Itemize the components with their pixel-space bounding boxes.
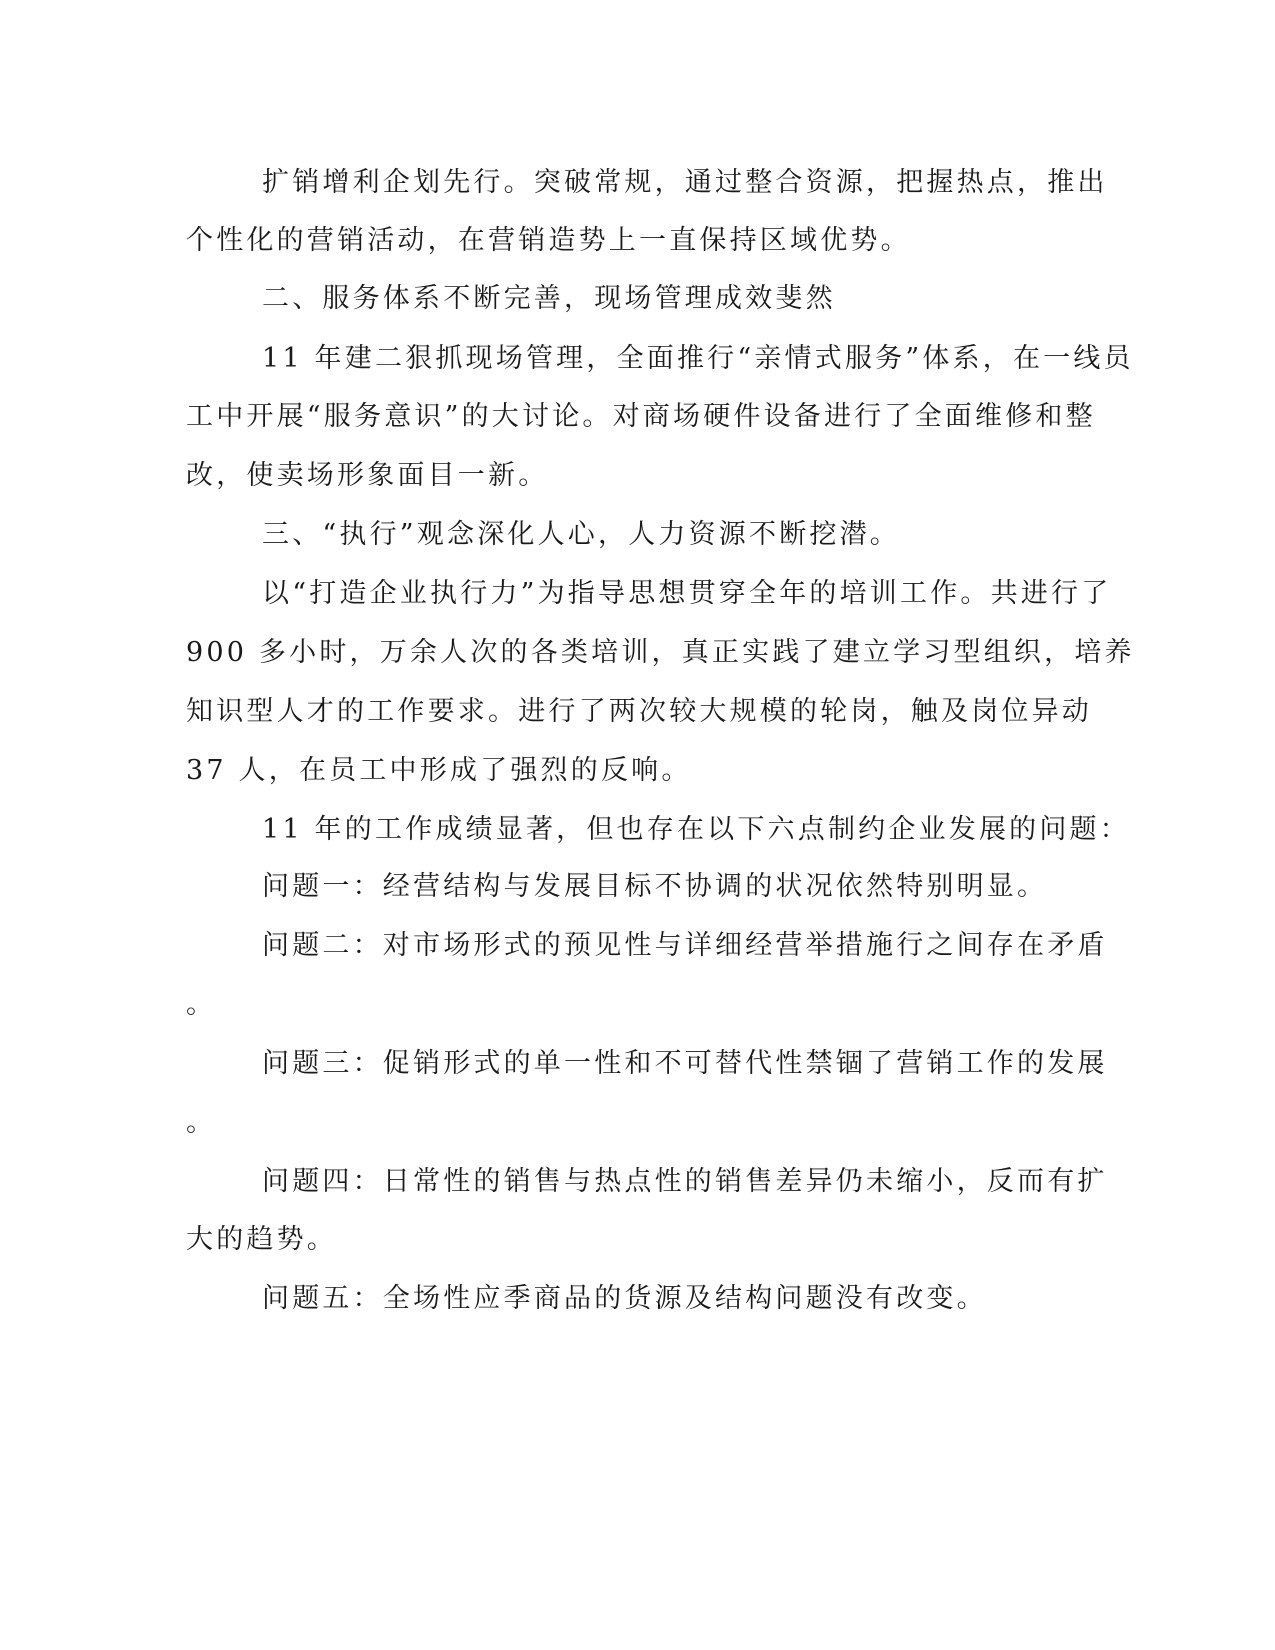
- paragraph-line: 个性化的营销活动，在营销造势上一直保持区域优势。: [186, 225, 911, 256]
- paragraph-line: 。: [186, 1107, 217, 1138]
- paragraph-line: 以“打造企业执行力”为指导思想贯穿全年的培训工作。共进行了: [262, 578, 1112, 609]
- paragraph-line: 知识型人才的工作要求。进行了两次较大规模的轮岗，触及岗位异动: [186, 696, 1092, 727]
- paragraph-line: 工中开展“服务意识”的大讨论。对商场硬件设备进行了全面维修和整: [186, 401, 1096, 432]
- paragraph-line: 37 人，在员工中形成了强烈的反响。: [186, 755, 692, 786]
- problem-item: 问题二：对市场形式的预见性与详细经营举措施行之间存在矛盾: [262, 930, 1108, 961]
- section-heading: 二、服务体系不断完善，现场管理成效斐然: [262, 283, 836, 314]
- problem-item: 问题三：促销形式的单一性和不可替代性禁锢了营销工作的发展: [262, 1048, 1108, 1079]
- problem-item: 问题五：全场性应季商品的货源及结构问题没有改变。: [262, 1283, 987, 1314]
- paragraph-line: 。: [186, 989, 217, 1020]
- problem-item: 问题一：经营结构与发展目标不协调的状况依然特别明显。: [262, 871, 1048, 902]
- paragraph-line: 大的趋势。: [186, 1224, 337, 1255]
- paragraph-line: 11 年建二狠抓现场管理，全面推行“亲情式服务”体系，在一线员: [262, 343, 1134, 374]
- problem-item: 问题四：日常性的销售与热点性的销售差异仍未缩小，反而有扩: [262, 1166, 1108, 1197]
- paragraph-line: 扩销增利企划先行。突破常规，通过整合资源，把握热点，推出: [262, 167, 1108, 198]
- paragraph-line: 11 年的工作成绩显著，但也存在以下六点制约企业发展的问题：: [262, 814, 1130, 845]
- paragraph-line: 900 多小时，万余人次的各类培训，真正实践了建立学习型组织，培养: [186, 637, 1135, 668]
- section-heading: 三、“执行”观念深化人心，人力资源不断挖潜。: [262, 519, 901, 550]
- paragraph-line: 改，使卖场形象面目一新。: [186, 460, 549, 491]
